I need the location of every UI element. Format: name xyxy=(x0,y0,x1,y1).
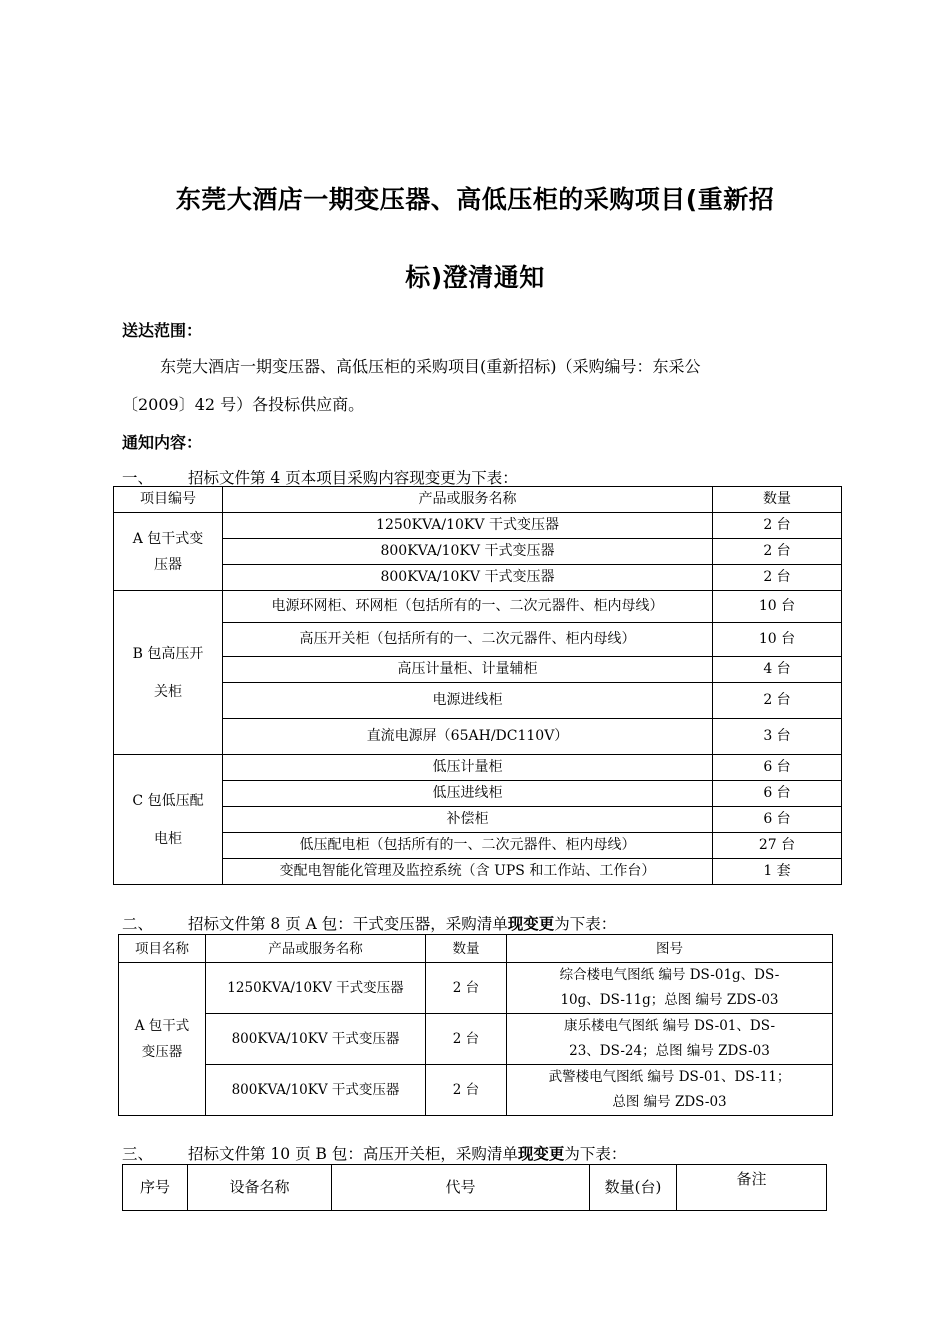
item-cell: 低压计量柜 xyxy=(223,755,713,781)
qty-cell: 6 台 xyxy=(713,781,842,807)
header-cell: 项目编号 xyxy=(114,487,223,513)
qty-cell: 2 台 xyxy=(426,1014,507,1065)
item-cell: 800KVA/10KV 干式变压器 xyxy=(223,565,713,591)
item-cell: 高压开关柜（包括所有的一、二次元器件、柜内母线） xyxy=(223,623,713,657)
qty-cell: 2 台 xyxy=(713,513,842,539)
header-cell: 数量 xyxy=(713,487,842,513)
content-label: 通知内容： xyxy=(122,433,203,452)
header-cell: 数量 xyxy=(426,935,507,963)
group-cell: C 包低压配电柜 xyxy=(114,755,223,885)
section-text: 招标文件第 10 页 B 包：高压开关柜，采购清单 xyxy=(188,1145,518,1163)
table-header-row xyxy=(123,1165,827,1211)
item-cell: 直流电源屏（65AH/DC110V） xyxy=(223,719,713,755)
drawing-line: 武警楼电气图纸 编号 DS-01、DS-11； xyxy=(548,1069,791,1085)
scope-label: 送达范围： xyxy=(122,321,203,340)
qty-cell: 10 台 xyxy=(713,591,842,623)
section-number: 二、 xyxy=(122,915,154,933)
qty-cell: 6 台 xyxy=(713,755,842,781)
item-cell: 电源环网柜、环网柜（包括所有的一、二次元器件、柜内母线） xyxy=(223,591,713,623)
drawing-number-cell xyxy=(507,1014,833,1065)
item-cell: 高压计量柜、计量辅柜 xyxy=(223,657,713,683)
table-row xyxy=(114,657,842,683)
qty-cell: 2 台 xyxy=(713,683,842,719)
table-row xyxy=(114,683,842,719)
section-text: 招标文件第 4 页本项目采购内容现变更为下表： xyxy=(188,469,518,487)
qty-cell: 6 台 xyxy=(713,807,842,833)
header-cell: 序号 xyxy=(123,1165,188,1211)
scope-text-line1: 东莞大酒店一期变压器、高低压柜的采购项目(重新招标)（采购编号：东采公 xyxy=(160,357,701,376)
doc-title-line1: 东莞大酒店一期变压器、高低压柜的采购项目(重新招 xyxy=(175,185,775,214)
table-row xyxy=(114,781,842,807)
header-cell: 项目名称 xyxy=(119,935,206,963)
section-emphasis: 现变更 xyxy=(507,915,555,933)
drawing-line: 10g、DS-11g；总图 编号 ZDS-03 xyxy=(560,992,779,1008)
item-cell: 低压进线柜 xyxy=(223,781,713,807)
table-row xyxy=(114,539,842,565)
section-1-heading xyxy=(122,466,518,488)
table-row xyxy=(114,513,842,539)
table-row xyxy=(114,859,842,885)
qty-cell: 2 台 xyxy=(713,565,842,591)
drawing-line: 康乐楼电气图纸 编号 DS-01、DS- xyxy=(563,1018,776,1034)
drawing-line: 综合楼电气图纸 编号 DS-01g、DS- xyxy=(559,967,780,983)
section-number: 一、 xyxy=(122,469,154,487)
item-cell: 变配电智能化管理及监控系统（含 UPS 和工作站、工作台） xyxy=(223,859,713,885)
procurement-table xyxy=(113,486,842,885)
section-2-heading xyxy=(122,912,616,934)
table-row xyxy=(114,565,842,591)
item-cell: 低压配电柜（包括所有的一、二次元器件、柜内母线） xyxy=(223,833,713,859)
table-row xyxy=(114,807,842,833)
section-emphasis: 现变更 xyxy=(517,1145,565,1163)
header-cell: 数量(台) xyxy=(590,1165,677,1211)
qty-cell: 27 台 xyxy=(713,833,842,859)
qty-cell: 10 台 xyxy=(713,623,842,657)
header-cell: 代号 xyxy=(332,1165,590,1211)
section-text: 招标文件第 8 页 A 包：干式变压器，采购清单 xyxy=(188,915,508,933)
table-header-row xyxy=(114,487,842,513)
section-text-tail: 为下表： xyxy=(554,915,617,933)
header-cell: 产品或服务名称 xyxy=(223,487,713,513)
drawing-line: 23、DS-24；总图 编号 ZDS-03 xyxy=(569,1043,770,1059)
item-cell: 1250KVA/10KV 干式变压器 xyxy=(223,513,713,539)
item-cell: 800KVA/10KV 干式变压器 xyxy=(223,539,713,565)
table-row xyxy=(119,1014,833,1065)
header-cell: 备注 xyxy=(677,1165,827,1211)
switchgear-list-table xyxy=(122,1164,827,1211)
qty-cell: 2 台 xyxy=(713,539,842,565)
item-cell: 1250KVA/10KV 干式变压器 xyxy=(206,963,426,1014)
table-row xyxy=(114,719,842,755)
qty-cell: 2 台 xyxy=(426,1065,507,1116)
group-cell: A 包干式变压器 xyxy=(114,513,223,591)
item-cell: 补偿柜 xyxy=(223,807,713,833)
table-row xyxy=(114,623,842,657)
header-cell: 图号 xyxy=(507,935,833,963)
qty-cell: 3 台 xyxy=(713,719,842,755)
section-3-heading xyxy=(122,1142,626,1164)
group-cell: A 包干式变压器 xyxy=(119,963,206,1116)
group-cell: B 包高压开关柜 xyxy=(114,591,223,755)
qty-cell: 2 台 xyxy=(426,963,507,1014)
section-number: 三、 xyxy=(122,1145,154,1163)
doc-title-line2: 标)澄清通知 xyxy=(405,263,545,292)
table-row xyxy=(114,755,842,781)
table-header-row xyxy=(119,935,833,963)
table-row xyxy=(119,1065,833,1116)
qty-cell: 1 套 xyxy=(713,859,842,885)
transformer-list-table xyxy=(118,934,833,1116)
qty-cell: 4 台 xyxy=(713,657,842,683)
item-cell: 电源进线柜 xyxy=(223,683,713,719)
drawing-number-cell xyxy=(507,1065,833,1116)
drawing-line: 总图 编号 ZDS-03 xyxy=(612,1094,727,1110)
table-row xyxy=(119,963,833,1014)
table-row xyxy=(114,833,842,859)
drawing-number-cell xyxy=(507,963,833,1014)
section-text-tail: 为下表： xyxy=(564,1145,627,1163)
scope-text-line2: 〔2009〕42 号）各投标供应商。 xyxy=(122,395,365,414)
item-cell: 800KVA/10KV 干式变压器 xyxy=(206,1014,426,1065)
header-cell: 设备名称 xyxy=(188,1165,332,1211)
table-row xyxy=(114,591,842,623)
item-cell: 800KVA/10KV 干式变压器 xyxy=(206,1065,426,1116)
header-cell: 产品或服务名称 xyxy=(206,935,426,963)
